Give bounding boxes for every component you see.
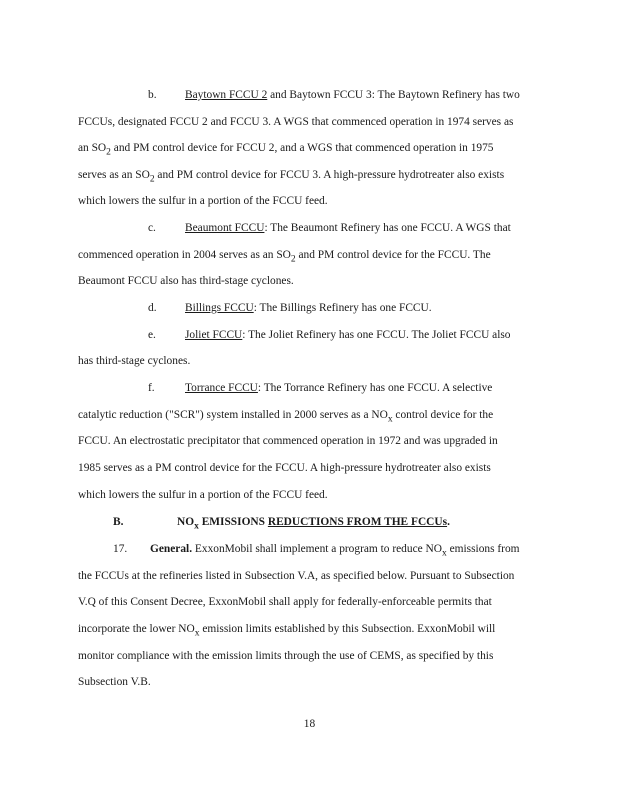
para-b-line-3 — [78, 141, 494, 159]
subscript: 2 — [149, 174, 155, 185]
subscript: x — [194, 628, 200, 639]
para-17-line-1 — [113, 542, 520, 560]
para-d-line-1 — [148, 301, 432, 315]
para-e-label: e. — [148, 329, 156, 341]
para-f-line-5 — [78, 488, 328, 502]
para-d-heading: Billings FCCU — [185, 302, 254, 314]
section-heading-text: EMISSIONS — [198, 516, 268, 528]
para-17-line-2 — [78, 569, 514, 583]
para-17-text: emission limits established by this Subsection. ExxonMobil will — [199, 623, 496, 635]
subscript: x — [441, 548, 447, 559]
para-17-text: emissions from — [446, 543, 520, 555]
para-f-text: FCCU. An electrostatic precipitator that commenced operation in 1972 and was upgraded in — [78, 435, 498, 447]
para-b-text: serves as an SO — [78, 169, 150, 181]
para-17-text: V.Q of this Consent Decree, ExxonMobil shall apply for federally-enforceable permits that — [78, 596, 492, 608]
para-e-heading: Joliet FCCU — [185, 329, 243, 341]
para-b-text: FCCUs, designated FCCU 2 and FCCU 3. A WGS that commenced operation in 1974 serves as — [78, 116, 514, 128]
para-c-heading: Beaumont FCCU — [185, 222, 265, 234]
para-17-text: monitor compliance with the emission limits through the use of CEMS, as specified by this — [78, 650, 494, 662]
para-17-text: incorporate the lower NO — [78, 623, 195, 635]
para-f-text: 1985 serves as a PM control device for the FCCU. A high-pressure hydrotreater also exists — [78, 462, 491, 474]
para-c-text: Beaumont FCCU also has third-stage cyclones. — [78, 275, 294, 287]
section-heading-underlined: REDUCTIONS FROM THE FCCUs — [267, 516, 448, 528]
para-17-line-4 — [78, 622, 495, 640]
para-b-line-1 — [148, 88, 520, 102]
para-17-text: Subsection V.B. — [78, 676, 151, 688]
para-b-text: and PM control device for FCCU 3. A high-pressure hydrotreater also exists — [154, 169, 505, 181]
para-f-line-2 — [78, 408, 493, 426]
para-e-line-2 — [78, 354, 190, 368]
section-b-label: B. — [113, 516, 124, 528]
para-17-text: the FCCUs at the refineries listed in Subsection V.A, as specified below. Pursuant to Subsection — [78, 570, 515, 582]
subscript: 2 — [290, 254, 296, 265]
para-17-line-5 — [78, 649, 493, 663]
section-heading-text: NO — [177, 516, 195, 528]
para-b-text: an SO — [78, 142, 107, 154]
para-17-text: ExxonMobil shall implement a program to reduce NO — [192, 543, 442, 555]
para-f-line-1 — [148, 381, 492, 395]
para-17-label: 17. — [113, 543, 128, 555]
para-b-text: and PM control device for FCCU 2, and a WGS that commenced operation in 1975 — [110, 142, 494, 154]
para-e-line-1 — [148, 328, 511, 342]
para-f-text: control device for the — [392, 409, 494, 421]
para-c-line-1 — [148, 221, 511, 235]
para-c-text: commenced operation in 2004 serves as an SO — [78, 249, 291, 261]
para-17-line-3 — [78, 595, 492, 609]
para-b-line-2 — [78, 115, 513, 129]
subscript: x — [387, 414, 393, 425]
para-c-text: and PM control device for the FCCU. The — [295, 249, 491, 261]
para-c-line-2 — [78, 248, 491, 266]
para-e-text: : The Joliet Refinery has one FCCU. The Joliet FCCU also — [242, 329, 511, 341]
para-f-text: : The Torrance Refinery has one FCCU. A selective — [257, 382, 493, 394]
para-c-text: : The Beaumont Refinery has one FCCU. A WGS that — [264, 222, 511, 234]
para-c-line-3 — [78, 274, 294, 288]
para-d-label: d. — [148, 302, 157, 314]
para-b-text: which lowers the sulfur in a portion of the FCCU feed. — [78, 195, 328, 207]
para-c-label: c. — [148, 222, 156, 234]
subscript: x — [194, 521, 199, 532]
para-f-heading: Torrance FCCU — [185, 382, 258, 394]
section-b-heading — [113, 515, 450, 533]
subscript: 2 — [106, 147, 111, 158]
section-heading-text: . — [447, 516, 450, 528]
para-f-label: f. — [148, 382, 155, 394]
para-17-title: General. — [150, 543, 193, 555]
para-e-text: has third-stage cyclones. — [78, 355, 191, 367]
para-b-text: and Baytown FCCU 3: The Baytown Refinery has two — [267, 89, 520, 101]
page-number: 18 — [303, 718, 316, 730]
para-f-line-3 — [78, 434, 498, 448]
para-f-text: which lowers the sulfur in a portion of the FCCU feed. — [78, 489, 328, 501]
para-17-line-6 — [78, 675, 151, 689]
para-d-text: : The Billings Refinery has one FCCU. — [253, 302, 432, 314]
para-b-label: b. — [148, 89, 157, 101]
para-f-text: catalytic reduction ("SCR") system installed in 2000 serves as a NO — [78, 409, 388, 421]
para-b-line-4 — [78, 168, 504, 186]
para-b-line-5 — [78, 194, 328, 208]
para-f-line-4 — [78, 461, 491, 475]
para-b-heading: Baytown FCCU 2 — [185, 89, 268, 101]
